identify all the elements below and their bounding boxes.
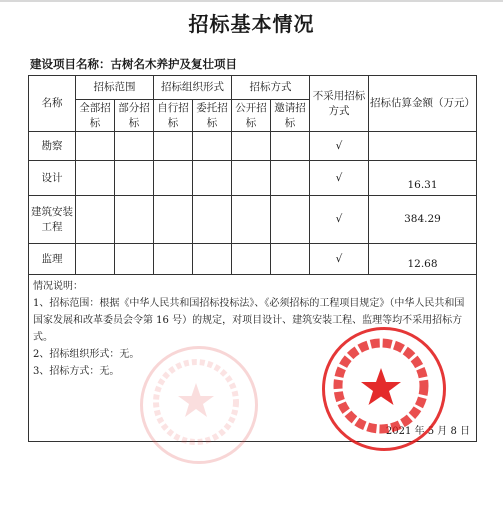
row-amount: 12.68 (369, 244, 477, 275)
cell-empty (154, 244, 193, 275)
check-mark: √ (310, 161, 369, 196)
cell-empty (154, 132, 193, 161)
notes-line-1: 1、招标范围：根据《中华人民共和国招标投标法》、《必须招标的工程项目规定》（中华人民共和国国家发展和改革委员会令第 16 号）的规定，对项目设计、建筑安装工程、监理等均不采用招标方式。 (33, 298, 465, 343)
cell-empty (76, 196, 115, 244)
row-amount: 16.31 (369, 161, 477, 196)
notes-line-3: 3、招标方式：无。 (33, 366, 120, 377)
check-mark: √ (310, 132, 369, 161)
project-name-label: 建设项目名称： (30, 57, 111, 71)
header-row-1 (29, 76, 477, 100)
page-top-border (0, 0, 503, 2)
cell-empty (115, 196, 154, 244)
row-name: 勘察 (29, 132, 76, 161)
table-row (29, 244, 477, 275)
subheader-partial: 部分招标 (115, 100, 154, 132)
notes-line-2: 2、招标组织形式：无。 (33, 349, 140, 360)
cell-empty (76, 132, 115, 161)
notes-date: 2021 年 5 月 8 日 (385, 426, 470, 437)
cell-empty (193, 132, 232, 161)
cell-empty (232, 161, 271, 196)
notes-row (29, 275, 477, 442)
cell-empty (232, 196, 271, 244)
check-mark: √ (310, 244, 369, 275)
row-amount: 384.29 (369, 196, 477, 244)
cell-empty (193, 196, 232, 244)
table-row (29, 196, 477, 244)
row-name: 设计 (29, 161, 76, 196)
subheader-invite: 邀请招标 (271, 100, 310, 132)
row-amount (369, 132, 477, 161)
header-method: 招标方式 (232, 76, 310, 100)
cell-empty (271, 244, 310, 275)
cell-empty (154, 161, 193, 196)
cell-empty (271, 132, 310, 161)
header-amount: 招标估算金额（万元） (369, 76, 477, 132)
row-name: 监理 (29, 244, 76, 275)
notes-heading: 情况说明： (33, 281, 83, 292)
cell-empty (115, 161, 154, 196)
header-not-adopted: 不采用招标方式 (310, 76, 369, 132)
cell-empty (76, 161, 115, 196)
subheader-open: 公开招标 (232, 100, 271, 132)
project-name-value: 古树名木养护及复壮项目 (110, 57, 237, 71)
table-row (29, 132, 477, 161)
project-name-line (30, 56, 237, 72)
table-row (29, 161, 477, 196)
subheader-entrust: 委托招标 (193, 100, 232, 132)
cell-empty (193, 161, 232, 196)
cell-empty (76, 244, 115, 275)
header-org-form: 招标组织形式 (154, 76, 232, 100)
cell-empty (115, 132, 154, 161)
page-title: 招标基本情况 (188, 12, 315, 36)
cell-empty (271, 196, 310, 244)
cell-empty (115, 244, 154, 275)
cell-empty (154, 196, 193, 244)
check-mark: √ (310, 196, 369, 244)
cell-empty (232, 132, 271, 161)
cell-empty (193, 244, 232, 275)
subheader-self: 自行招标 (154, 100, 193, 132)
cell-empty (271, 161, 310, 196)
subheader-full: 全部招标 (76, 100, 115, 132)
cell-empty (232, 244, 271, 275)
notes-cell (29, 275, 477, 442)
header-scope: 招标范围 (76, 76, 154, 100)
header-name: 名称 (29, 76, 76, 132)
bidding-table (28, 75, 477, 442)
row-name: 建筑安装工程 (29, 196, 76, 244)
